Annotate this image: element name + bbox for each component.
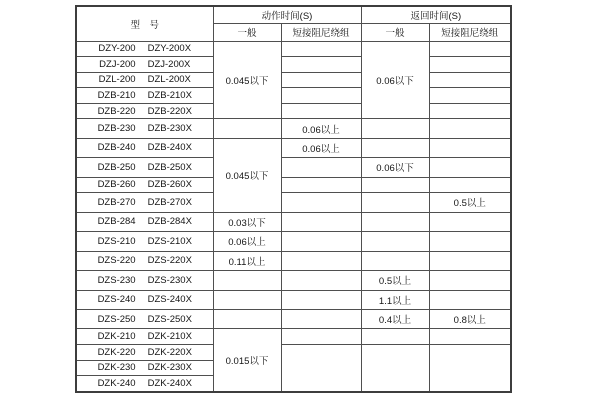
action-shorted-cell <box>281 57 361 73</box>
model-cell <box>76 158 213 177</box>
return-shorted-cell <box>429 271 511 290</box>
model-cell <box>76 212 213 231</box>
model-name: DZS-240 <box>97 294 136 306</box>
action-shorted-cell <box>281 41 361 57</box>
model-name: DZB-230 <box>97 123 136 135</box>
model-cell <box>76 290 213 309</box>
model-name: DZS-230 <box>97 274 136 286</box>
model-name: DZB-220 <box>97 105 136 117</box>
model-name: DZS-250 <box>97 313 136 325</box>
model-name-x: DZY-200X <box>147 43 192 55</box>
model-name: DZL-200 <box>98 74 136 86</box>
model-cell <box>76 309 213 328</box>
model-cell <box>76 344 213 360</box>
model-name-x: DZL-200X <box>147 74 191 86</box>
relay-spec-table <box>75 5 512 393</box>
model-name: DZB-270 <box>97 196 136 208</box>
return-general-cell: 0.4以上 <box>361 309 429 328</box>
return-general-cell: 0.06以下 <box>361 41 429 119</box>
model-name: DZK-240 <box>97 378 136 390</box>
return-general-cell <box>361 344 429 392</box>
model-name: DZK-230 <box>97 362 136 374</box>
return-shorted-cell <box>429 251 511 270</box>
table-row <box>76 57 511 73</box>
return-general-cell <box>361 119 429 138</box>
model-cell <box>76 271 213 290</box>
table-row <box>76 138 511 157</box>
model-name: DZS-210 <box>97 235 136 247</box>
model-cell <box>76 119 213 138</box>
action-general-cell: 0.045以下 <box>213 138 281 212</box>
table-row <box>76 158 511 177</box>
model-name-x: DZS-250X <box>147 313 192 325</box>
model-name: DZB-240 <box>97 142 136 154</box>
return-general-cell <box>361 232 429 251</box>
action-general-cell: 0.03以下 <box>213 212 281 231</box>
table-row <box>76 271 511 290</box>
return-shorted-cell <box>429 290 511 309</box>
table-row <box>76 212 511 231</box>
table-row <box>76 309 511 328</box>
model-cell <box>76 193 213 212</box>
model-cell <box>76 57 213 73</box>
model-name-x: DZS-230X <box>147 274 192 286</box>
table-row <box>76 344 511 360</box>
action-shorted-cell <box>281 271 361 290</box>
action-shorted-cell <box>281 193 361 212</box>
action-general-cell <box>213 309 281 328</box>
model-name-x: DZK-240X <box>147 378 192 390</box>
model-name: DZB-250 <box>97 161 136 173</box>
model-cell <box>76 232 213 251</box>
model-name-x: DZK-220X <box>147 346 192 358</box>
header-return-time: 返回时间(S) <box>361 6 511 23</box>
return-shorted-cell: 0.8以上 <box>429 309 511 328</box>
model-cell <box>76 177 213 193</box>
action-shorted-cell <box>281 177 361 193</box>
action-general-cell: 0.015以下 <box>213 329 281 392</box>
header-row-1 <box>76 6 511 23</box>
return-shorted-cell <box>429 57 511 73</box>
model-name-x: DZB-210X <box>147 89 192 101</box>
model-name: DZB-210 <box>97 89 136 101</box>
return-shorted-cell <box>429 177 511 193</box>
table-body <box>76 41 511 392</box>
table-row <box>76 119 511 138</box>
return-general-cell: 1.1以上 <box>361 290 429 309</box>
action-general-cell <box>213 290 281 309</box>
table-row <box>76 329 511 345</box>
table-row <box>76 72 511 88</box>
return-general-cell: 0.06以下 <box>361 158 429 177</box>
model-cell <box>76 251 213 270</box>
header-model: 型 号 <box>76 6 213 41</box>
action-shorted-cell <box>281 158 361 177</box>
table-row <box>76 290 511 309</box>
return-shorted-cell <box>429 232 511 251</box>
return-shorted-cell <box>429 344 511 392</box>
model-cell <box>76 41 213 57</box>
return-shorted-cell <box>429 41 511 57</box>
return-general-cell <box>361 212 429 231</box>
model-name-x: DZS-240X <box>147 294 192 306</box>
return-shorted-cell <box>429 158 511 177</box>
table-row <box>76 88 511 104</box>
action-general-cell: 0.06以上 <box>213 232 281 251</box>
model-name-x: DZK-210X <box>147 331 192 343</box>
model-name-x: DZB-270X <box>147 196 192 208</box>
action-shorted-cell <box>281 212 361 231</box>
action-general-cell: 0.11以上 <box>213 251 281 270</box>
model-name-x: DZB-240X <box>147 142 192 154</box>
table-row <box>76 103 511 119</box>
action-general-cell <box>213 271 281 290</box>
action-shorted-cell <box>281 72 361 88</box>
model-name: DZB-284 <box>97 216 136 228</box>
model-name-x: DZS-210X <box>147 235 192 247</box>
table-row <box>76 193 511 212</box>
model-cell <box>76 88 213 104</box>
action-shorted-cell <box>281 251 361 270</box>
action-shorted-cell <box>281 329 361 345</box>
header-return-general: 一般 <box>361 23 429 41</box>
header-action-general: 一般 <box>213 23 281 41</box>
return-shorted-cell <box>429 212 511 231</box>
action-shorted-cell <box>281 290 361 309</box>
model-name: DZK-220 <box>97 346 136 358</box>
model-name: DZB-260 <box>97 179 136 191</box>
model-cell <box>76 376 213 392</box>
return-general-cell <box>361 177 429 193</box>
model-cell <box>76 72 213 88</box>
action-shorted-cell <box>281 103 361 119</box>
return-general-cell <box>361 251 429 270</box>
model-name-x: DZK-230X <box>147 362 192 374</box>
return-general-cell <box>361 138 429 157</box>
table-row <box>76 232 511 251</box>
action-shorted-cell: 0.06以上 <box>281 119 361 138</box>
return-shorted-cell <box>429 138 511 157</box>
model-name: DZY-200 <box>98 43 136 55</box>
action-shorted-cell <box>281 309 361 328</box>
table-header <box>76 6 511 41</box>
model-name-x: DZB-220X <box>147 105 192 117</box>
return-general-cell: 0.5以上 <box>361 271 429 290</box>
table-row <box>76 41 511 57</box>
header-return-shorted: 短接阻尼绕组 <box>429 23 511 41</box>
model-name: DZJ-200 <box>99 58 136 70</box>
header-action-time: 动作时间(S) <box>213 6 361 23</box>
model-name-x: DZB-230X <box>147 123 192 135</box>
return-shorted-cell <box>429 88 511 104</box>
return-shorted-cell <box>429 329 511 345</box>
return-shorted-cell <box>429 103 511 119</box>
model-name-x: DZJ-200X <box>147 58 191 70</box>
model-name-x: DZB-250X <box>147 161 192 173</box>
table-row <box>76 177 511 193</box>
return-shorted-cell: 0.5以上 <box>429 193 511 212</box>
model-cell <box>76 138 213 157</box>
return-shorted-cell <box>429 119 511 138</box>
action-general-cell <box>213 119 281 138</box>
table-row <box>76 251 511 270</box>
model-cell <box>76 360 213 376</box>
action-shorted-cell <box>281 344 361 392</box>
return-general-cell <box>361 193 429 212</box>
model-cell <box>76 103 213 119</box>
return-general-cell <box>361 329 429 345</box>
action-shorted-cell <box>281 88 361 104</box>
model-name-x: DZB-284X <box>147 216 192 228</box>
model-cell <box>76 329 213 345</box>
model-name: DZS-220 <box>97 255 136 267</box>
model-name-x: DZS-220X <box>147 255 192 267</box>
model-name-x: DZB-260X <box>147 179 192 191</box>
return-shorted-cell <box>429 72 511 88</box>
action-general-cell: 0.045以下 <box>213 41 281 119</box>
action-shorted-cell: 0.06以上 <box>281 138 361 157</box>
header-action-shorted: 短接阻尼绕组 <box>281 23 361 41</box>
action-shorted-cell <box>281 232 361 251</box>
model-name: DZK-210 <box>97 331 136 343</box>
